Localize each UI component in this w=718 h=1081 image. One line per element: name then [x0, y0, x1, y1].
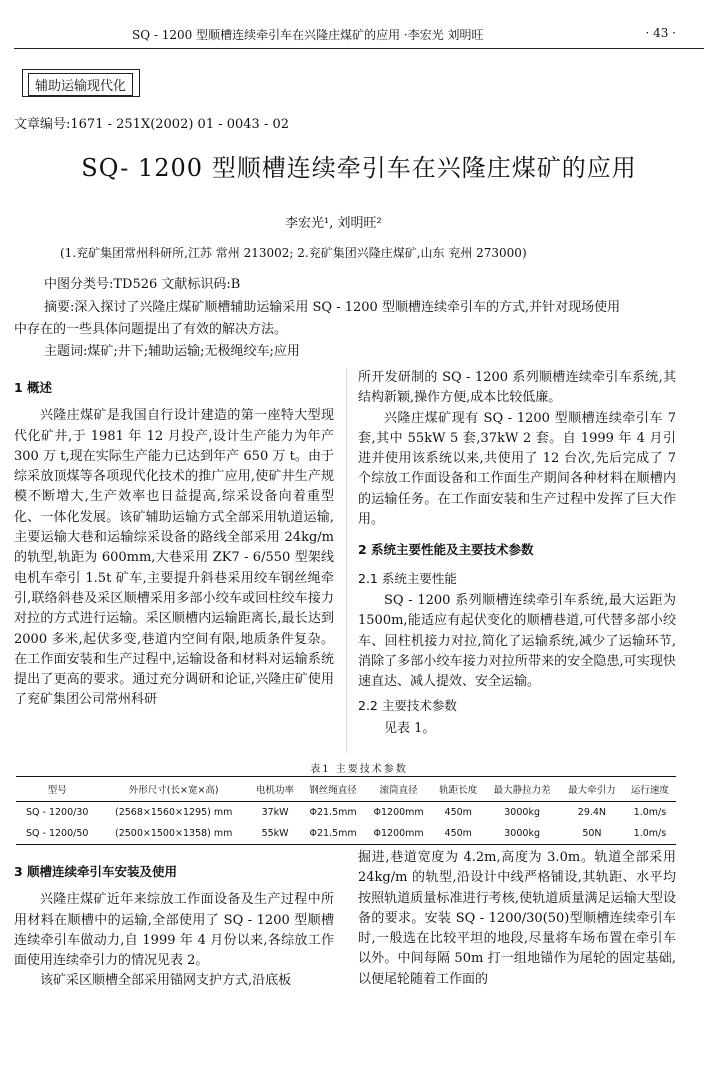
table-cell: 29.4N — [577, 807, 607, 818]
table-header-cell: 电机功率 — [256, 785, 295, 796]
section-1-paragraph: 兴隆庄煤矿是我国自行设计建造的第一座特大型现代化矿井,于 1981 年 12 月投产,设计生产能力为年产 300 万 t,现在实际生产能力已达到年产 650 万 t。由于综采放顶煤等各项现代化技术的推广应用,使矿井生产规模不断增大,生产效率也日益提高,综采设备向着重型化、一体化发展。该矿辅助运输方式全部采用轨道运输,主要运输大巷和运输综采设备的路线全部采用 24kg/m 的轨型,轨距为 600mm,大巷采用 ZK7 - 6/550 型架线电机车牵引 1.5t 矿车,主要提升斜巷采用绞车钢丝绳牵引,联络斜巷及采区顺槽采用多部小绞车或回柱绞车接力对拉的方式进行运输。采区顺槽内运输距离长,最长达到 2000 多米,起伏多变,巷道内空间有限,地质条件复杂。在工作面安装和生产过程中,运输设备和材料对运输系统提出了更高的要求。通过充分调研和论证,兴隆庄矿使用了兖矿集团公司常州科研 — [14, 408, 334, 708]
section-2-1-paragraph: SQ - 1200 系列顺槽连续牵引车系统,最大运距为 1500m,能适应有起伏变化的顺槽巷道,可代替多部小绞车、回柱机接力对拉,简化了运输系统,减少了运输环节,消除了多部小绞车接力对拉所带来的安全隐患,可实现快速直达、减人提效、安全运输。 — [358, 592, 676, 690]
section-3-heading: 3 顺槽连续牵引车安装及使用 — [14, 864, 178, 879]
table-cell: Φ21.5mm — [309, 807, 357, 818]
table-header-row — [16, 777, 676, 802]
table-header-cell: 运行速度 — [630, 785, 669, 796]
section-2-2-heading: 2.2 主要技术参数 — [358, 698, 457, 714]
table-cell: Φ1200mm — [373, 807, 424, 818]
bottom-left-column — [14, 852, 334, 992]
table-cell: (2568×1560×1295) mm — [115, 807, 233, 818]
table-cell: 50N — [582, 828, 602, 839]
table-header-cell: 型号 — [47, 785, 67, 796]
column-divider — [346, 368, 347, 753]
section-2-2-paragraph: 见表 1。 — [384, 720, 436, 736]
table-cell: 450m — [444, 807, 472, 818]
classification: 中图分类号:TD526 文献标识码:B — [44, 277, 241, 292]
table-header-cell: 钢丝绳直径 — [309, 785, 357, 796]
section-3-paragraph-2: 该矿采区顺槽全部采用锚网支护方式,沿底板 — [40, 973, 292, 989]
keywords: 主题词:煤矿;井下;辅助运输;无极绳绞车;应用 — [44, 344, 300, 359]
affiliation: (1.兖矿集团常州科研所,江苏 常州 213002; 2.兖矿集团兴隆庄煤矿,山东 兖州 273000) — [60, 246, 527, 260]
table-cell: 1.0m/s — [633, 807, 667, 818]
table-cell: (2500×1500×1358) mm — [115, 828, 233, 839]
section-1-heading: 1 概述 — [14, 380, 53, 395]
table-header-cell: 滚筒直径 — [379, 785, 418, 796]
table-header-cell: 最大牵引力 — [568, 785, 616, 796]
table-cell: Φ21.5mm — [309, 828, 357, 839]
paper-title: SQ- 1200 型顺槽连续牵引车在兴隆庄煤矿的应用 — [81, 154, 637, 182]
table-cell: SQ - 1200/30 — [25, 807, 89, 818]
authors: 李宏光¹, 刘明旺² — [285, 216, 382, 231]
table-cell: 3000kg — [504, 807, 540, 818]
table-cell: Φ1200mm — [373, 828, 424, 839]
abstract-line-1: 摘要:深入探讨了兴隆庄煤矿顺槽辅助运输采用 SQ - 1200 型顺槽连续牵引车的方式,并针对现场使用 — [44, 300, 621, 315]
parameters-table — [16, 776, 676, 845]
section-2-1-heading: 2.1 系统主要性能 — [358, 570, 457, 586]
table-cell: 55kW — [261, 828, 289, 839]
page-number: · 43 · — [645, 26, 676, 40]
right-continuation: 所开发研制的 SQ - 1200 系列顺槽连续牵引车系统,其结构新颖,操作方便,成本比较低廉。 — [358, 370, 676, 406]
abstract-line-2: 中存在的一些具体问题提出了有效的解决方法。 — [14, 322, 288, 337]
running-title: SQ - 1200 型顺槽连续牵引车在兴隆庄煤矿的应用 ·李宏光 刘明旺 — [132, 28, 484, 42]
table-cell: 450m — [444, 828, 472, 839]
bottom-right-continuation: 掘进,巷道宽度为 4.2m,高度为 3.0m。轨道全部采用 24kg/m 的轨型,沿设计中线严格铺设,其轨距、水平均按照轨道质量标准进行考核,使轨道质量满足运输大型设备的要求。安装 SQ - 1200/30(50)型顺槽连续牵引车时,一般选在比较平坦的地段,尽量将车场布置在牵引车以外。中间每隔 50m 打一组地锚作为尾轮的固定基础,以便尾轮随着工作面的 — [358, 850, 676, 987]
table-cell: 37kW — [261, 807, 289, 818]
table-header-cell: 最大静拉力差 — [493, 785, 551, 796]
table-row — [16, 802, 676, 824]
table-cell: 1.0m/s — [633, 828, 667, 839]
table-header-cell: 轨距长度 — [439, 785, 478, 796]
section-3-paragraph-1: 兴隆庄煤矿近年来综放工作面设备及生产过程中所用材料在顺槽中的运输,全部使用了 SQ - 1200 型顺槽连续牵引车做动力,自 1999 年 4 月份以来,各综放工作面使用连续牵引力的情况见表 2。 — [14, 892, 334, 969]
running-header — [14, 22, 704, 49]
table-header-cell: 外形尺寸(长×宽×高) — [128, 785, 219, 796]
table-cell: SQ - 1200/50 — [25, 828, 89, 839]
section-tag: 辅助运输现代化 — [28, 73, 133, 96]
left-column — [14, 368, 334, 711]
bottom-right-column — [358, 848, 676, 990]
table-caption: 表1 主要技术参数 — [310, 764, 408, 775]
article-number: 文章编号:1671 - 251X(2002) 01 - 0043 - 02 — [14, 117, 290, 132]
table-cell: 3000kg — [504, 828, 540, 839]
section-2-heading: 2 系统主要性能及主要技术参数 — [358, 542, 534, 558]
section-tag-box — [22, 69, 140, 97]
table-row — [16, 823, 676, 845]
right-column — [358, 368, 676, 739]
right-paragraph-2: 兴隆庄煤矿现有 SQ - 1200 型顺槽连续牵引车 7 套,其中 55kW 5 套,37kW 2 套。自 1999 年 4 月引进并使用该系统以来,共使用了 12 台次,先后完成了 7 个综放工作面设备和工作面生产期间各种材料在顺槽内的运输任务。在工作面安装和生产过程中发挥了巨大作用。 — [358, 410, 676, 528]
